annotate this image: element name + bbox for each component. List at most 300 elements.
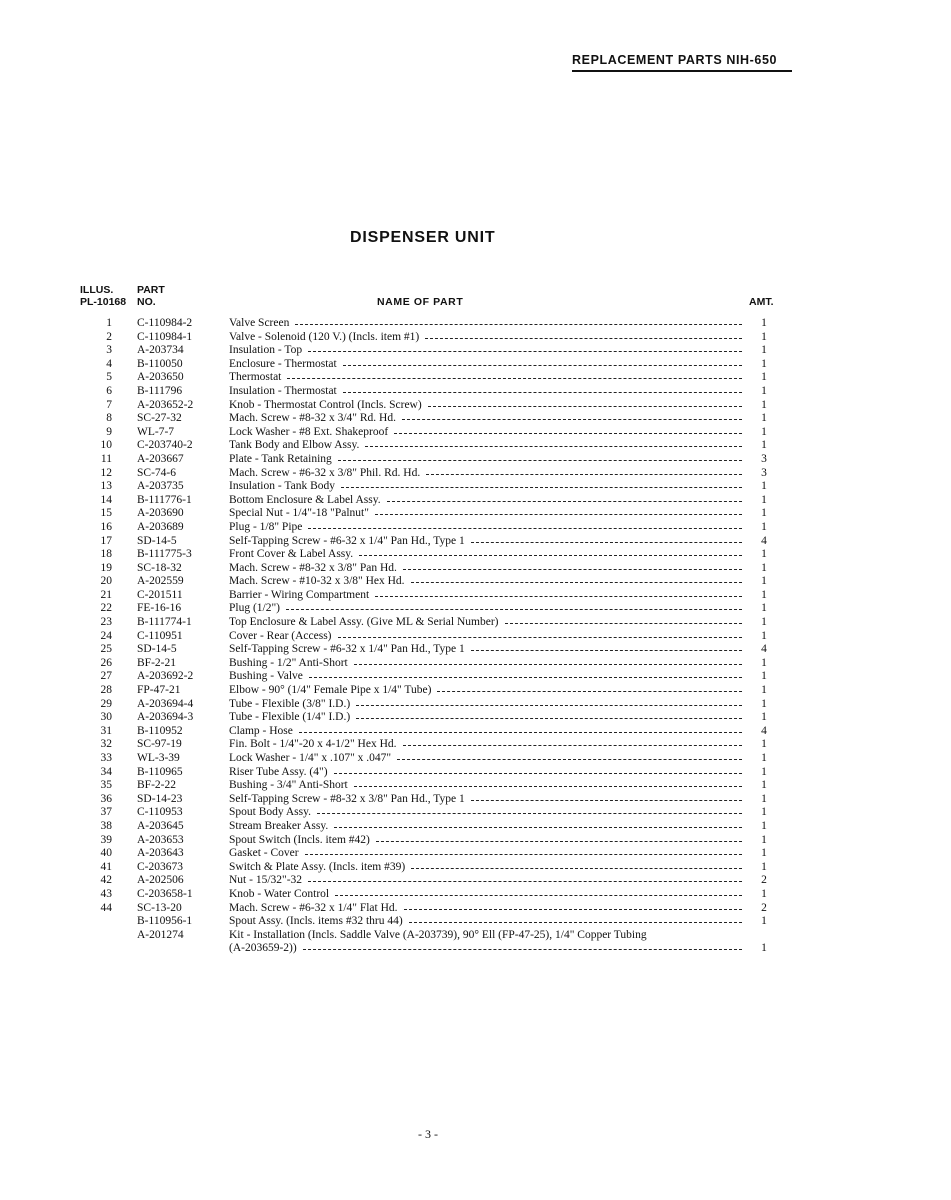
part-name-text: Front Cover & Label Assy.: [229, 548, 354, 561]
part-name-text: Valve - Solenoid (120 V.) (Incls. item #1): [229, 330, 420, 343]
amount: 1: [761, 357, 767, 370]
amount: 1: [761, 548, 767, 561]
illus-number: 4: [106, 357, 112, 370]
part-name: [229, 616, 742, 630]
illus-number: 1: [106, 317, 112, 329]
part-name: [229, 317, 742, 331]
part-name-text: Lock Washer - 1/4" x .107" x .047": [229, 752, 392, 764]
part-name-text: Insulation - Top: [229, 344, 303, 357]
part-name-text: Stream Breaker Assy.: [229, 819, 329, 832]
part-name-line1: Kit - Installation (Incls. Saddle Valve (A-203739), 90° Ell (FP-47-25), 1/4" Copper Tubing: [229, 928, 647, 941]
part-name-text: Bottom Enclosure & Label Assy.: [229, 493, 381, 506]
amount: 1: [761, 520, 767, 533]
part-number: B-111774-1: [137, 616, 192, 629]
amount: 4: [761, 643, 767, 656]
amount: 1: [761, 806, 767, 819]
amount: 1: [761, 425, 767, 438]
part-number: FE-16-16: [137, 602, 182, 615]
part-number: C-203740-2: [137, 439, 193, 452]
table-row: [0, 657, 951, 671]
part-name-text: Fin. Bolt - 1/4"-20 x 4-1/2" Hex Hd.: [229, 738, 397, 751]
illus-number: 19: [100, 561, 112, 574]
part-number: A-202559: [137, 575, 184, 588]
part-name: [229, 657, 742, 671]
table-row: [0, 344, 951, 358]
leader-dashes: [287, 371, 742, 379]
amount: 1: [761, 819, 767, 832]
table-row: [0, 725, 951, 739]
leader-dashes: [404, 902, 742, 910]
part-name: [229, 453, 742, 467]
table-row: [0, 467, 951, 481]
part-number: A-201274: [137, 928, 184, 941]
leader-dashes: [471, 643, 742, 651]
part-name: [229, 399, 742, 413]
amount: 1: [761, 507, 767, 520]
amount: 1: [761, 588, 767, 601]
part-name: [229, 521, 742, 535]
table-row: [0, 766, 951, 780]
part-name: [229, 725, 742, 739]
part-column-header-no: NO.: [137, 296, 156, 308]
amount: 1: [761, 602, 767, 615]
illus-number: 6: [106, 384, 112, 397]
table-row: [0, 738, 951, 752]
part-name-text: Tube - Flexible (3/8" I.D.): [229, 697, 351, 710]
illus-number: 3: [106, 344, 112, 357]
amount: 1: [761, 439, 767, 452]
illus-number: 10: [100, 439, 112, 452]
part-name: [229, 711, 742, 725]
leader-dashes: [428, 399, 742, 407]
illus-number: 38: [100, 819, 112, 832]
illus-number: 32: [100, 738, 112, 751]
part-number: SC-97-19: [137, 738, 182, 751]
amount: 1: [761, 942, 767, 955]
illus-number: 12: [100, 466, 112, 479]
illus-number: 18: [100, 548, 112, 561]
part-number: SD-14-5: [137, 643, 177, 656]
part-name: [229, 344, 742, 358]
part-name: [229, 358, 742, 372]
part-number: A-203694-3: [137, 711, 194, 724]
table-row: [0, 535, 951, 549]
part-name: [229, 602, 742, 616]
part-number: B-111776-1: [137, 493, 192, 506]
part-column-header: PART: [137, 284, 165, 296]
amount: 1: [761, 833, 767, 846]
part-name: [229, 793, 742, 807]
illus-number: 31: [100, 724, 112, 737]
leader-dashes: [343, 358, 742, 366]
illus-number: 2: [106, 330, 112, 343]
part-number: C-110984-2: [137, 317, 193, 329]
part-name: [229, 874, 742, 888]
part-name: [229, 779, 742, 793]
part-name-text: Mach. Screw - #10-32 x 3/8" Hex Hd.: [229, 575, 405, 588]
part-name-text: Insulation - Thermostat: [229, 384, 337, 397]
part-number: SD-14-23: [137, 792, 183, 805]
table-row: [0, 589, 951, 603]
table-row: [0, 317, 951, 331]
illus-number: 42: [100, 874, 112, 887]
illus-number: 40: [100, 847, 112, 860]
part-name-text: Mach. Screw - #6-32 x 3/8" Phil. Rd. Hd.: [229, 466, 421, 479]
amount: 1: [761, 629, 767, 642]
amount: 1: [761, 738, 767, 751]
part-number: WL-7-7: [137, 425, 175, 438]
leader-dashes: [335, 888, 742, 896]
leader-dashes: [343, 385, 742, 393]
part-number: A-202506: [137, 874, 184, 887]
illus-number: 43: [100, 887, 112, 900]
part-name-text: Mach. Screw - #6-32 x 1/4" Flat Hd.: [229, 901, 398, 914]
illus-number: 33: [100, 752, 112, 764]
part-name-text: Elbow - 90° (1/4" Female Pipe x 1/4" Tube): [229, 684, 432, 697]
part-number: C-203658-1: [137, 887, 193, 900]
table-row: [0, 793, 951, 807]
part-name: [229, 467, 742, 481]
part-name-text: Plug (1/2"): [229, 602, 281, 615]
part-name: [229, 684, 742, 698]
table-row: [0, 888, 951, 902]
amount: 1: [761, 697, 767, 710]
leader-dashes: [397, 752, 742, 760]
part-number: C-110984-1: [137, 330, 193, 343]
illus-number: 37: [100, 806, 112, 819]
part-name-text: Insulation - Tank Body: [229, 480, 335, 493]
leader-dashes: [403, 738, 742, 746]
amount: 3: [761, 452, 767, 465]
amount: 4: [761, 534, 767, 547]
amount: 1: [761, 480, 767, 493]
part-name: [229, 480, 742, 494]
table-row: [0, 399, 951, 413]
part-name: [229, 915, 742, 929]
amount: 1: [761, 412, 767, 425]
table-row: [0, 670, 951, 684]
part-name: [229, 888, 742, 902]
amount: 1: [761, 915, 767, 928]
leader-dashes: [375, 589, 742, 597]
table-row: [0, 494, 951, 508]
leader-dashes: [376, 834, 742, 842]
illus-number: 34: [100, 765, 112, 778]
kit-row: [0, 929, 951, 956]
leader-dashes: [426, 467, 742, 475]
amount: 1: [761, 887, 767, 900]
table-row: [0, 521, 951, 535]
part-name: [229, 426, 742, 440]
part-name: [229, 834, 742, 848]
table-row: [0, 915, 951, 929]
part-number: SD-14-5: [137, 534, 177, 547]
illus-number: 41: [100, 860, 112, 873]
part-number: A-203652-2: [137, 398, 194, 411]
table-row: [0, 874, 951, 888]
leader-dashes: [354, 657, 742, 665]
amount: 1: [761, 779, 767, 792]
part-name-text: Spout Assy. (Incls. items #32 thru 44): [229, 915, 403, 928]
leader-dashes: [338, 453, 742, 461]
amount: 1: [761, 317, 767, 329]
amount: 2: [761, 901, 767, 914]
amount: 1: [761, 656, 767, 669]
part-name: [229, 929, 742, 956]
part-number: C-110951: [137, 629, 183, 642]
leader-dashes: [356, 711, 742, 719]
part-number: A-203653: [137, 833, 184, 846]
leader-dashes: [308, 521, 742, 529]
illus-number: 22: [100, 602, 112, 615]
part-number: A-203689: [137, 520, 184, 533]
part-number: WL-3-39: [137, 752, 180, 764]
part-name: [229, 548, 742, 562]
leader-dashes: [356, 698, 742, 706]
leader-dashes: [354, 779, 742, 787]
leader-dashes: [305, 847, 742, 855]
leader-dashes: [409, 915, 742, 923]
amount: 1: [761, 616, 767, 629]
leader-dashes: [359, 548, 742, 556]
leader-dashes: [471, 535, 742, 543]
table-row: [0, 602, 951, 616]
illus-number: 26: [100, 656, 112, 669]
leader-dashes: [303, 942, 742, 950]
part-name: [229, 861, 742, 875]
leader-dashes: [286, 602, 742, 610]
amount: 1: [761, 398, 767, 411]
part-name-text: Lock Washer - #8 Ext. Shakeproof: [229, 425, 389, 438]
leader-dashes: [334, 820, 742, 828]
part-name-text: Self-Tapping Screw - #6-32 x 1/4" Pan Hd., Type 1: [229, 534, 465, 547]
parts-table: [0, 317, 951, 956]
part-number: B-110952: [137, 724, 183, 737]
amount: 1: [761, 792, 767, 805]
part-name: [229, 331, 742, 345]
leader-dashes: [437, 684, 742, 692]
amount: 1: [761, 684, 767, 697]
part-name-text: Spout Switch (Incls. item #42): [229, 833, 370, 846]
amount: 1: [761, 711, 767, 724]
table-row: [0, 616, 951, 630]
illus-number: 5: [106, 371, 112, 384]
part-number: A-203734: [137, 344, 184, 357]
part-number: SC-18-32: [137, 561, 182, 574]
part-name: [229, 371, 742, 385]
table-row: [0, 331, 951, 345]
table-row: [0, 847, 951, 861]
illus-number: 39: [100, 833, 112, 846]
part-name: [229, 643, 742, 657]
illus-number: 21: [100, 588, 112, 601]
illus-number: 25: [100, 643, 112, 656]
leader-dashes: [365, 439, 742, 447]
table-row: [0, 630, 951, 644]
part-name: [229, 698, 742, 712]
leader-dashes: [338, 630, 743, 638]
table-row: [0, 711, 951, 725]
illus-number: 14: [100, 493, 112, 506]
illus-column-header-code: PL-10168: [80, 296, 127, 308]
part-number: C-201511: [137, 588, 183, 601]
table-row: [0, 548, 951, 562]
part-number: A-203645: [137, 819, 184, 832]
part-number: B-110050: [137, 357, 183, 370]
table-row: [0, 861, 951, 875]
document-header: REPLACEMENT PARTS NIH-650: [572, 53, 792, 72]
illus-number: 13: [100, 480, 112, 493]
illus-number: 15: [100, 507, 112, 520]
amount: 1: [761, 860, 767, 873]
part-name-text: Mach. Screw - #8-32 x 3/8" Pan Hd.: [229, 561, 397, 574]
part-name-text: Riser Tube Assy. (4"): [229, 765, 328, 778]
part-name-text: Valve Screen: [229, 317, 290, 329]
part-name: [229, 766, 742, 780]
part-number: C-203673: [137, 860, 183, 873]
part-name-text: Enclosure - Thermostat: [229, 357, 337, 370]
amount: 1: [761, 344, 767, 357]
part-number: B-110965: [137, 765, 183, 778]
table-row: [0, 779, 951, 793]
part-name: [229, 630, 742, 644]
part-name-text: Barrier - Wiring Compartment: [229, 588, 370, 601]
illus-number: 44: [100, 901, 112, 914]
table-row: [0, 371, 951, 385]
part-name-text: Cover - Rear (Access): [229, 629, 332, 642]
part-name-text: Top Enclosure & Label Assy. (Give ML & Serial Number): [229, 616, 499, 629]
part-name-text: Tank Body and Elbow Assy.: [229, 439, 360, 452]
illus-number: 8: [106, 412, 112, 425]
part-name: [229, 412, 742, 426]
table-row: [0, 453, 951, 467]
illus-number: 28: [100, 684, 112, 697]
illus-number: 17: [100, 534, 112, 547]
part-name-text: Gasket - Cover: [229, 847, 299, 860]
part-name: [229, 494, 742, 508]
part-name-text: Knob - Water Control: [229, 887, 330, 900]
table-row: [0, 698, 951, 712]
part-number: B-111775-3: [137, 548, 192, 561]
amount: 1: [761, 670, 767, 683]
part-number: BF-2-22: [137, 779, 176, 792]
part-number: SC-13-20: [137, 901, 182, 914]
part-name-text: Bushing - 3/4" Anti-Short: [229, 779, 348, 792]
illus-number: 23: [100, 616, 112, 629]
part-name-text: Spout Body Assy.: [229, 806, 312, 819]
part-number: SC-27-32: [137, 412, 182, 425]
part-number: SC-74-6: [137, 466, 176, 479]
part-name-text: Switch & Plate Assy. (Incls. item #39): [229, 860, 406, 873]
illus-number: 27: [100, 670, 112, 683]
leader-dashes: [411, 575, 742, 583]
leader-dashes: [308, 344, 742, 352]
part-name: [229, 507, 742, 521]
name-column-header: NAME OF PART: [377, 296, 464, 308]
part-name-text: Tube - Flexible (1/4" I.D.): [229, 711, 351, 724]
amount: 3: [761, 466, 767, 479]
part-name-line2: (A-203659-2)): [229, 942, 297, 955]
leader-dashes: [505, 616, 743, 624]
amount: 2: [761, 874, 767, 887]
amount: 1: [761, 561, 767, 574]
amount: 1: [761, 752, 767, 764]
illus-number: 24: [100, 629, 112, 642]
part-number: A-203690: [137, 507, 184, 520]
part-name-text: Special Nut - 1/4"-18 "Palnut": [229, 507, 369, 520]
illus-number: 16: [100, 520, 112, 533]
amount: 1: [761, 575, 767, 588]
amount: 1: [761, 330, 767, 343]
illus-number: 35: [100, 779, 112, 792]
part-name: [229, 806, 742, 820]
illus-number: 20: [100, 575, 112, 588]
illus-number: 29: [100, 697, 112, 710]
part-name: [229, 439, 742, 453]
table-row: [0, 562, 951, 576]
part-name: [229, 752, 742, 766]
leader-dashes: [334, 766, 742, 774]
amt-column-header: AMT.: [749, 296, 774, 308]
table-row: [0, 834, 951, 848]
part-name-text: Mach. Screw - #8-32 x 3/4" Rd. Hd.: [229, 412, 396, 425]
part-name: [229, 847, 742, 861]
leader-dashes: [341, 480, 742, 488]
part-number: FP-47-21: [137, 684, 181, 697]
leader-dashes: [387, 494, 742, 502]
part-name: [229, 385, 742, 399]
part-name: [229, 562, 742, 576]
leader-dashes: [309, 670, 742, 678]
part-name: [229, 589, 742, 603]
part-number: A-203735: [137, 480, 184, 493]
part-number: A-203667: [137, 452, 184, 465]
table-row: [0, 575, 951, 589]
part-name-text: Clamp - Hose: [229, 724, 293, 737]
leader-dashes: [375, 507, 742, 515]
part-name-text: Thermostat: [229, 371, 282, 384]
part-name-text: Self-Tapping Screw - #6-32 x 1/4" Pan Hd., Type 1: [229, 643, 465, 656]
part-name-text: Plug - 1/8" Pipe: [229, 520, 303, 533]
leader-dashes: [299, 725, 742, 733]
page-number: - 3 -: [418, 1127, 438, 1141]
table-row: [0, 385, 951, 399]
part-name-text: Knob - Thermostat Control (Incls. Screw): [229, 398, 422, 411]
part-number: A-203650: [137, 371, 184, 384]
table-row: [0, 806, 951, 820]
table-row: [0, 902, 951, 916]
part-number: A-203643: [137, 847, 184, 860]
table-row: [0, 426, 951, 440]
part-name: [229, 575, 742, 589]
illus-number: 30: [100, 711, 112, 724]
amount: 1: [761, 493, 767, 506]
illus-column-header: ILLUS.: [80, 284, 114, 296]
leader-dashes: [394, 426, 742, 434]
part-name: [229, 738, 742, 752]
leader-dashes: [295, 317, 742, 325]
part-name: [229, 535, 742, 549]
leader-dashes: [471, 793, 742, 801]
table-row: [0, 358, 951, 372]
amount: 1: [761, 371, 767, 384]
part-name-text: Bushing - Valve: [229, 670, 303, 683]
part-name-text: Bushing - 1/2" Anti-Short: [229, 656, 348, 669]
part-name-text: Self-Tapping Screw - #8-32 x 3/8" Pan Hd., Type 1: [229, 792, 465, 805]
amount: 1: [761, 384, 767, 397]
part-number: A-203692-2: [137, 670, 194, 683]
part-name-text: Nut - 15/32"-32: [229, 874, 303, 887]
